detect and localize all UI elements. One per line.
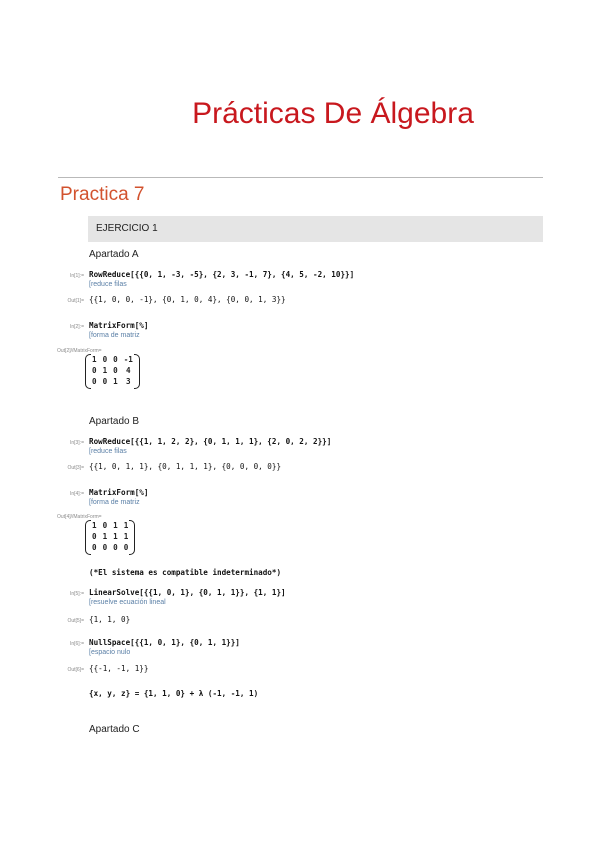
matrix-cell: 1 <box>123 521 129 530</box>
matrix-right-bracket <box>134 354 140 389</box>
matrix-left-bracket <box>85 520 91 555</box>
out1-value: {{1, 0, 0, -1}, {0, 1, 0, 4}, {0, 0, 1, 3}} <box>89 295 286 304</box>
in5-hint: [resuelve ecuación lineal <box>89 599 166 606</box>
in5-text: LinearSolve[{{1, 0, 1}, {0, 1, 1}}, {1, 1}] <box>89 588 286 597</box>
in1-text: RowReduce[{{0, 1, -3, -5}, {2, 3, -1, 7}, {4, 5, -2, 10}}] <box>89 270 355 279</box>
out2-matrix <box>89 354 136 387</box>
in4-code[interactable] <box>89 488 148 497</box>
apartado-b-heading: Apartado B <box>89 416 140 427</box>
comment-cell[interactable] <box>89 568 281 577</box>
section-title: Practica 7 <box>60 184 145 205</box>
matrix-cell: 1 <box>92 521 97 530</box>
matrix-left-bracket <box>85 354 91 389</box>
in3-code[interactable] <box>89 437 331 446</box>
in6-text: NullSpace[{{1, 0, 1}, {0, 1, 1}}] <box>89 638 240 647</box>
in2-hint: [forma de matriz <box>89 332 140 339</box>
matrix-cell: 0 <box>113 355 118 364</box>
apartado-c-heading: Apartado C <box>89 724 140 735</box>
formula-text: {x, y, z} = {1, 1, 0} + λ (-1, -1, 1) <box>89 689 259 698</box>
subsection-header <box>88 216 543 242</box>
comment-text: (*El sistema es compatible indeterminado*) <box>89 568 282 577</box>
formula-cell[interactable] <box>89 689 258 698</box>
matrix-cell: 1 <box>123 532 129 541</box>
in4-hint: [forma de matriz <box>89 499 140 506</box>
matrix-cell: 1 <box>113 521 118 530</box>
out4-label: Out[4]//MatrixForm= <box>57 514 102 520</box>
matrix-cell: 3 <box>126 377 131 386</box>
in1-code[interactable] <box>89 270 354 279</box>
in4-text: MatrixForm[%] <box>89 488 149 497</box>
out5-value: {1, 1, 0} <box>89 615 131 624</box>
matrix-cell: 1 <box>113 377 118 386</box>
out4-matrix <box>89 520 131 553</box>
matrix-cell: 0 <box>113 366 118 375</box>
out2-label: Out[2]//MatrixForm= <box>57 348 102 354</box>
matrix-cell: -1 <box>123 355 133 364</box>
out5-label: Out[5]= <box>67 618 84 624</box>
subsection-title: EJERCICIO 1 <box>96 223 158 234</box>
document-title: Prácticas De Álgebra <box>192 97 474 130</box>
in2-code[interactable] <box>89 321 148 330</box>
matrix-cell: 0 <box>92 532 97 541</box>
in1-label: In[1]:= <box>69 273 84 279</box>
matrix-cell: 4 <box>126 366 131 375</box>
matrix-right-bracket <box>129 520 135 555</box>
matrix-cell: 0 <box>102 543 108 552</box>
in6-hint: [espacio nulo <box>89 649 131 656</box>
matrix-cell: 0 <box>92 377 97 386</box>
matrix-cell: 0 <box>123 543 129 552</box>
in3-text: RowReduce[{{1, 1, 2, 2}, {0, 1, 1, 1}, {2, 0, 2, 2}}] <box>89 437 332 446</box>
in6-code[interactable] <box>89 638 240 647</box>
out6-value: {{-1, -1, 1}} <box>89 664 149 673</box>
matrix-cell: 0 <box>92 366 97 375</box>
in2-label: In[2]:= <box>69 324 84 330</box>
matrix-cell: 0 <box>102 355 108 364</box>
matrix-cell: 1 <box>92 355 97 364</box>
apartado-a-heading: Apartado A <box>89 249 139 260</box>
in2-text: MatrixForm[%] <box>89 321 149 330</box>
in5-label: In[5]:= <box>69 591 84 597</box>
matrix-cell: 0 <box>113 543 118 552</box>
matrix-cell: 1 <box>102 532 108 541</box>
matrix-cell: 0 <box>92 543 97 552</box>
out3-value: {{1, 0, 1, 1}, {0, 1, 1, 1}, {0, 0, 0, 0}} <box>89 462 282 471</box>
out3-label: Out[3]= <box>67 465 84 471</box>
in3-label: In[3]:= <box>69 440 84 446</box>
in1-hint: [reduce filas <box>89 281 127 288</box>
in5-code[interactable] <box>89 588 286 597</box>
in6-label: In[6]:= <box>69 641 84 647</box>
in3-hint: [reduce filas <box>89 448 127 455</box>
matrix-cell: 0 <box>102 521 108 530</box>
out1-label: Out[1]= <box>67 298 84 304</box>
matrix-cell: 0 <box>102 377 108 386</box>
in4-label: In[4]:= <box>69 491 84 497</box>
title-divider <box>58 177 543 178</box>
matrix-cell: 1 <box>102 366 108 375</box>
matrix-cell: 1 <box>113 532 118 541</box>
out6-label: Out[6]= <box>67 667 84 673</box>
